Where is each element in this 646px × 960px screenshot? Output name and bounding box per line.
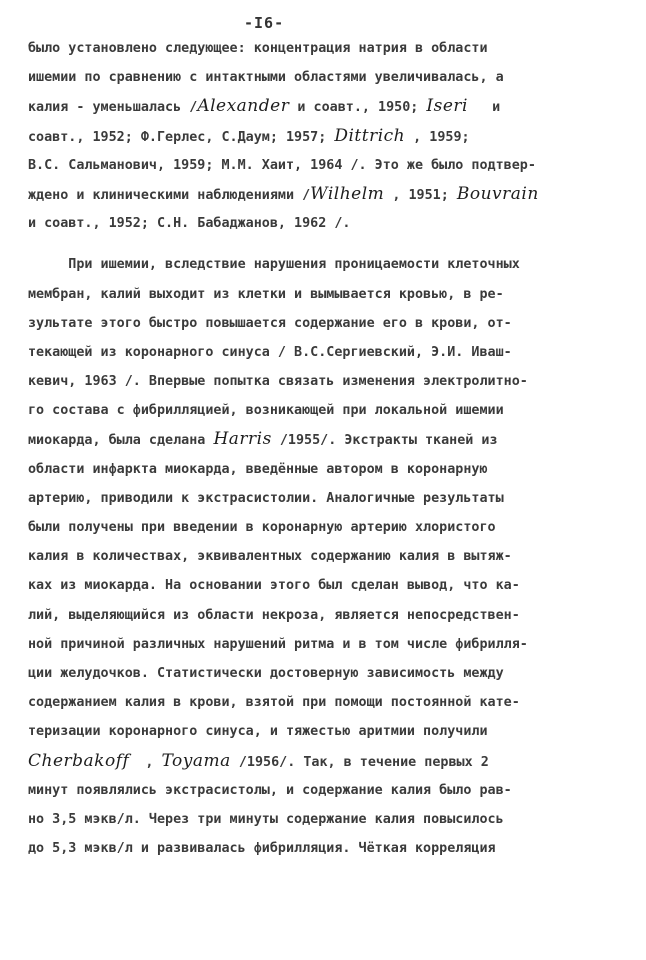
text-fragment: , [129, 754, 162, 770]
text-line: но 3,5 мэкв/л. Через три минуты содержание калия повысилось [28, 811, 504, 827]
handwritten-name: Alexander [197, 96, 290, 117]
text-line: При ишемии, вследствие нарушения проницаемости клеточных [28, 257, 520, 273]
text-fragment: калия - уменьшалась / [28, 100, 198, 116]
text-line: содержанием калия в крови, взятой при помощи постоянной кате- [28, 695, 520, 711]
text-fragment: соавт., 1952; Ф.Герлес, С.Даум; 1957; [28, 129, 335, 145]
text-line: лий, выделяющийся из области некроза, является непосредствен- [28, 607, 520, 623]
text-fragment: , 1951; [384, 187, 457, 203]
handwritten-name: Toyama [161, 750, 231, 771]
text-line: были получены при введении в коронарную артерию хлористого [28, 520, 496, 535]
text-fragment: миокарда, была сделана [28, 433, 214, 449]
text-line [28, 180, 628, 209]
text-line: области инфаркта миокарда, введённые автором в коронарную [28, 461, 488, 477]
text-line: мембран, калий выходит из клетки и вымывается кровью, в ре- [28, 286, 504, 302]
handwritten-name: Wilhelm [310, 183, 385, 204]
text-line: было установлено следующее: концентрация натрия в области [28, 41, 488, 56]
text-line: калия в количествах, эквивалентных содержанию калия в вытяж- [28, 549, 512, 565]
text-line [28, 92, 628, 121]
handwritten-name: Harris [213, 429, 272, 450]
text-fragment: ждено и клиническими наблюдениями / [28, 187, 311, 203]
body-text [28, 34, 628, 863]
paragraph-gap [28, 238, 628, 250]
page-number: -I6- [244, 14, 285, 32]
text-line: минут появлялись экстрасистолы, и содержание калия было рав- [28, 782, 512, 798]
text-line: ной причиной различных нарушений ритма и в том числе фибрилля- [28, 636, 528, 652]
text-fragment: /1956/. Так, в течение первых 2 [230, 754, 489, 770]
handwritten-name: Dittrich [334, 125, 406, 146]
text-line: кевич, 1963 /. Впервые попытка связать изменения электролитно- [28, 374, 528, 390]
text-line: го состава с фибрилляцией, возникающей при локальной ишемии [28, 403, 504, 419]
text-line: и соавт., 1952; С.Н. Бабаджанов, 1962 /. [28, 216, 351, 232]
text-line [28, 122, 628, 151]
text-line: до 5,3 мэкв/л и развивалась фибрилляция. Чёткая корреляция [28, 841, 496, 857]
text-fragment: /1955/. Экстракты тканей из [271, 433, 498, 449]
text-line [28, 747, 628, 776]
text-fragment: и соавт., 1950; [289, 100, 427, 116]
text-fragment: , 1959; [405, 129, 470, 145]
handwritten-name: Iseri [426, 96, 468, 117]
text-line: В.С. Сальманович, 1959; М.М. Хаит, 1964 /. Это же было подтвер- [28, 157, 536, 173]
text-fragment: и [467, 100, 501, 116]
text-line [28, 425, 628, 454]
handwritten-name: Cherbakoff [28, 750, 130, 771]
text-line: ции желудочков. Статистически достоверную зависимость между [28, 665, 504, 681]
text-line: текающей из коронарного синуса / В.С.Сергиевский, Э.И. Иваш- [28, 344, 512, 360]
text-line: зультате этого быстро повышается содержание его в крови, от- [28, 315, 512, 331]
text-line: теризации коронарного синуса, и тяжестью аритмии получили [28, 724, 488, 740]
text-line: ишемии по сравнению с интактными областями увеличивалась, а [28, 70, 504, 86]
text-line: ках из миокарда. На основании этого был сделан вывод, что ка- [28, 578, 520, 594]
handwritten-name: Bouvrain [456, 183, 539, 204]
text-line: артерию, приводили к экстрасистолии. Аналогичные результаты [28, 490, 504, 506]
